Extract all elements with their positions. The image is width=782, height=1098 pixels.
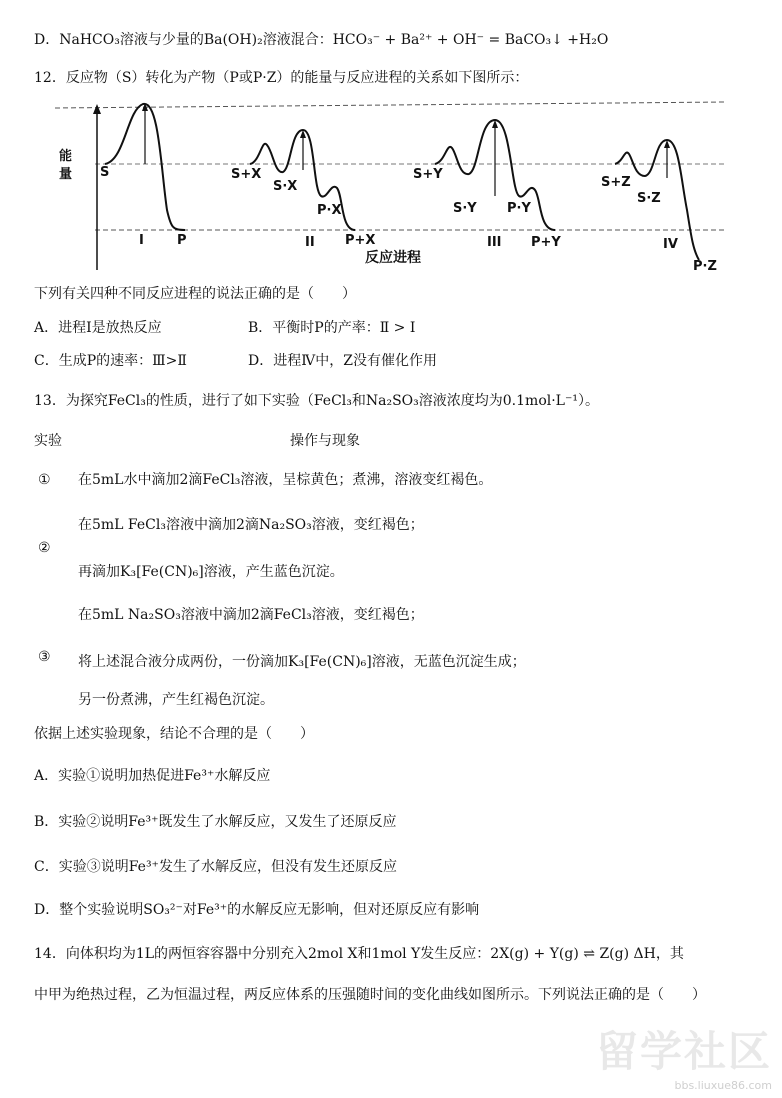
diagram-label-PdotX: P·X: [317, 203, 342, 218]
exp2-line1: 在5mL FeCl₃溶液中滴加2滴Na₂SO₃溶液，变红褐色；: [78, 517, 424, 533]
q13-option-c: C．实验③说明Fe³⁺发生了水解反应，但没有发生还原反应: [34, 859, 397, 875]
q13-stem: 13．为探究FeCl₃的性质，进行了如下实验（FeCl₃和Na₂SO₃溶液浓度均为0.1mol·L⁻¹）。: [34, 393, 599, 409]
diagram-label-PY: P+Y: [531, 235, 561, 250]
q12-question: 下列有关四种不同反应进程的说法正确的是（ ）: [34, 286, 356, 302]
watermark-logo-text: 留学社区: [595, 1027, 772, 1076]
diagram-label-SdotY: S·Y: [453, 201, 477, 216]
q14-line1: 14．向体积均为1L的两恒容容器中分别充入2mol X和1mol Y发生反应：2X(g) + Y(g) ⇌ Z(g) ΔH，其: [34, 946, 684, 962]
diagram-label-II: II: [305, 235, 315, 250]
exp1-number: ①: [38, 472, 51, 488]
diagram-label-SZ: S+Z: [601, 175, 631, 190]
q13-option-a: A．实验①说明加热促进Fe³⁺水解反应: [34, 768, 271, 784]
q13-col-experiment: 实验: [34, 433, 62, 449]
diagram-label-SY: S+Y: [413, 167, 443, 182]
q13-col-procedure: 操作与现象: [290, 433, 360, 449]
diagram-label-SdotZ: S·Z: [637, 191, 661, 206]
q14-line2: 中甲为绝热过程，乙为恒温过程，两反应体系的压强随时间的变化曲线如图所示。下列说法正确的是（ ）: [34, 987, 706, 1003]
diagram-label-P: P: [177, 233, 187, 248]
diagram-label-PdotZ: P·Z: [693, 259, 717, 274]
q12-option-c: C．生成P的速率：Ⅲ>Ⅱ: [34, 353, 187, 369]
diagram-label-PdotY: P·Y: [507, 201, 531, 216]
exp3-number: ③: [38, 649, 51, 665]
exp3-line1: 在5mL Na₂SO₃溶液中滴加2滴FeCl₃溶液，变红褐色；: [78, 607, 424, 623]
diagram-label-S: S: [100, 165, 110, 180]
exp3-line2: 将上述混合液分成两份，一份滴加K₃[Fe(CN)₆]溶液，无蓝色沉淀生成；: [78, 654, 526, 670]
q13-option-d: D．整个实验说明SO₃²⁻对Fe³⁺的水解反应无影响，但对还原反应有影响: [34, 902, 480, 918]
watermark-url: bbs.liuxue86.com: [674, 1079, 772, 1092]
energy-diagram: [55, 100, 725, 278]
q11-option-d: D．NaHCO₃溶液与少量的Ba(OH)₂溶液混合：HCO₃⁻ + Ba²⁺ + OH⁻ = BaCO₃↓ +H₂O: [34, 32, 609, 48]
q12-option-d: D．进程Ⅳ中，Z没有催化作用: [248, 353, 437, 369]
diagram-y-axis-char1: 能: [59, 149, 73, 164]
diagram-label-SX: S+X: [231, 167, 262, 182]
diagram-label-SdotX: S·X: [273, 179, 298, 194]
q13-option-b: B．实验②说明Fe³⁺既发生了水解反应，又发生了还原反应: [34, 814, 397, 830]
diagram-label-IV: IV: [663, 237, 678, 252]
q12-option-a: A．进程Ⅰ是放热反应: [34, 320, 162, 336]
exp1-text: 在5mL水中滴加2滴FeCl₃溶液，呈棕黄色；煮沸，溶液变红褐色。: [78, 472, 493, 488]
diagram-label-III: III: [487, 235, 502, 250]
diagram-label-PX: P+X: [345, 233, 376, 248]
diagram-x-axis-label: 反应进程: [365, 250, 421, 266]
q13-question: 依据上述实验现象，结论不合理的是（ ）: [34, 726, 314, 742]
q12-stem: 12．反应物（S）转化为产物（P或P·Z）的能量与反应进程的关系如下图所示：: [34, 70, 529, 86]
exp3-line3: 另一份煮沸，产生红褐色沉淀。: [78, 692, 274, 708]
diagram-label-I: I: [139, 233, 144, 248]
exp2-line2: 再滴加K₃[Fe(CN)₆]溶液，产生蓝色沉淀。: [78, 564, 344, 580]
diagram-y-axis-char2: 量: [59, 167, 73, 182]
q12-option-b: B．平衡时P的产率：Ⅱ > Ⅰ: [248, 320, 416, 336]
exp2-number: ②: [38, 540, 51, 556]
watermark: [596, 1019, 772, 1092]
